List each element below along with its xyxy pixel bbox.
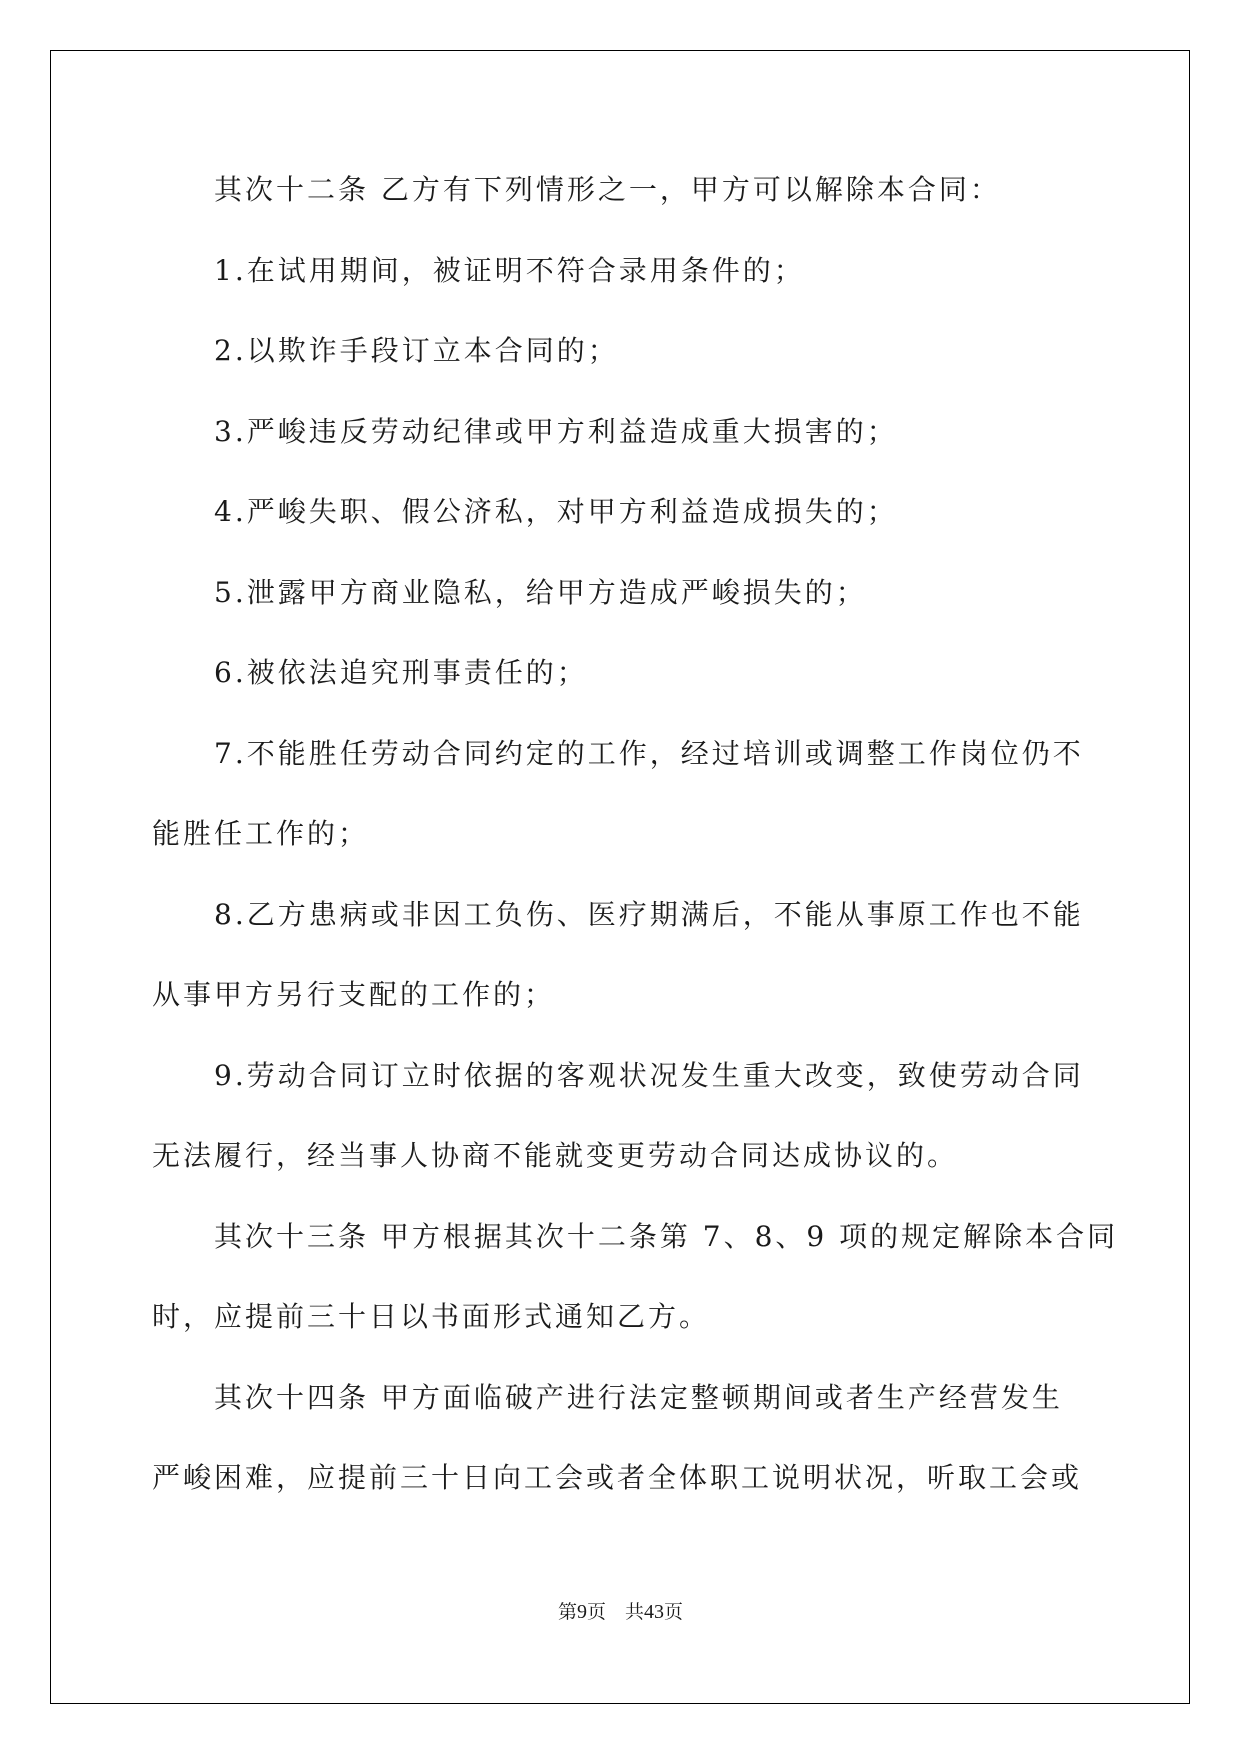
text-line: 7.不能胜任劳动合同约定的工作，经过培训或调整工作岗位仍不: [214, 736, 1084, 770]
text-line: 8.乙方患病或非因工负伤、医疗期满后，不能从事原工作也不能: [214, 897, 1084, 931]
text-line: 1.在试用期间，被证明不符合录用条件的；: [214, 253, 805, 287]
total-label-suffix: 页: [664, 1602, 684, 1623]
page-footer: [0, 1597, 1241, 1624]
page-number: 9: [576, 1601, 587, 1623]
text-line: 能胜任工作的；: [152, 817, 370, 850]
text-line: 其次十四条 甲方面临破产进行法定整顿期间或者生产经营发生: [214, 1380, 1063, 1414]
text-line: 无法履行，经当事人协商不能就变更劳动合同达成协议的。: [152, 1139, 959, 1172]
text-line: 5.泄露甲方商业隐私，给甲方造成严峻损失的；: [214, 575, 867, 609]
text-line: 9.劳动合同订立时依据的客观状况发生重大改变，致使劳动合同: [214, 1058, 1084, 1092]
total-pages: 43: [644, 1601, 665, 1623]
text-line: 其次十三条 甲方根据其次十二条第 7、8、9 项的规定解除本合同: [214, 1219, 1119, 1253]
text-line: 时，应提前三十日以书面形式通知乙方。: [152, 1300, 711, 1333]
text-line: 严峻困难，应提前三十日向工会或者全体职工说明状况，听取工会或: [152, 1461, 1083, 1494]
total-label-prefix: 共: [625, 1602, 645, 1623]
text-line: 从事甲方另行支配的工作的；: [152, 978, 556, 1011]
text-line: 4.严峻失职、假公济私，对甲方利益造成损失的；: [214, 495, 898, 528]
page-label-suffix: 页: [586, 1602, 606, 1623]
text-line: 2.以欺诈手段订立本合同的；: [214, 334, 619, 367]
text-line: 3.严峻违反劳动纪律或甲方利益造成重大损害的；: [214, 414, 898, 448]
text-line: 6.被依法追究刑事责任的；: [214, 656, 588, 689]
page-label-prefix: 第: [557, 1602, 577, 1623]
document-body: [152, 165, 1119, 1534]
text-line: 其次十二条 乙方有下列情形之一，甲方可以解除本合同：: [214, 173, 1001, 206]
